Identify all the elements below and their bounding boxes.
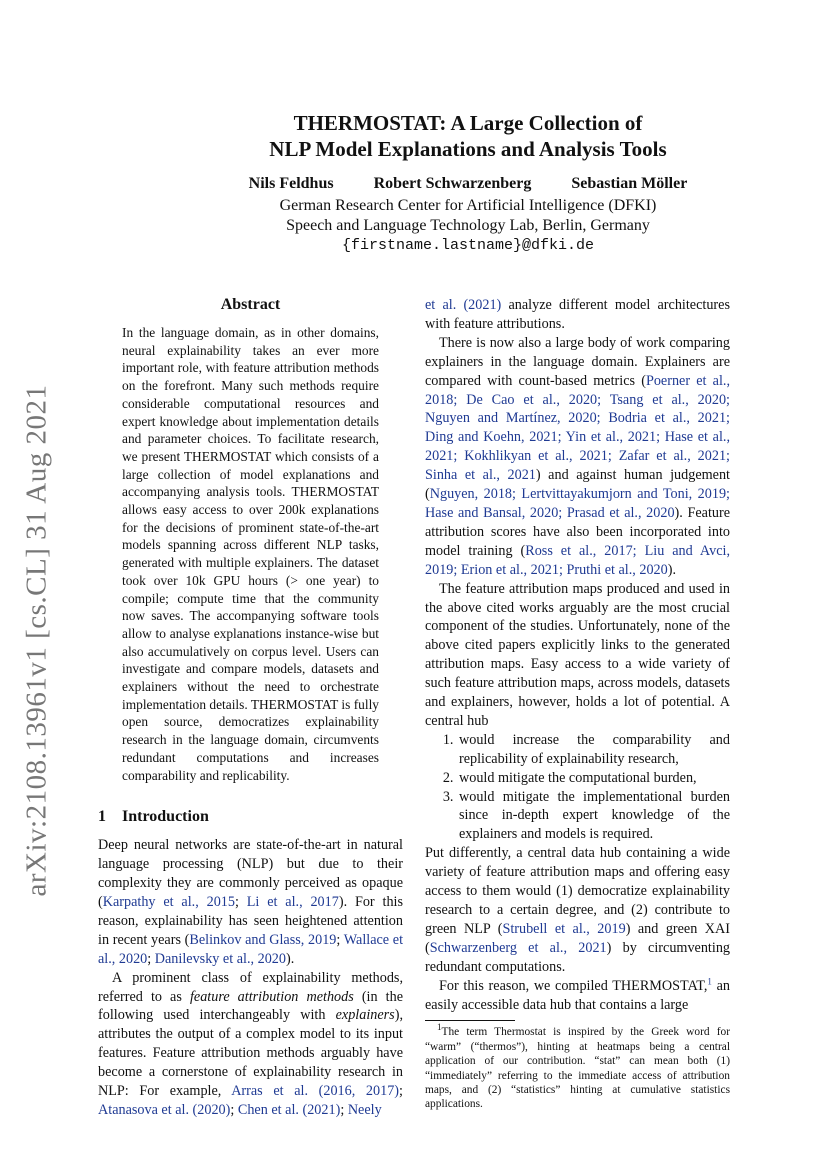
text-run: analyze different model architectures with feature attributions. [425, 297, 730, 332]
right-paragraph-0 [425, 296, 730, 334]
author-name: Sebastian Möller [571, 175, 688, 192]
text-run: ) by circumventing redundant computations. [425, 939, 731, 975]
citation-link[interactable]: Belinkov and Glass, 2019 [189, 931, 337, 948]
footnote [425, 1022, 730, 1111]
right-column [425, 296, 730, 1112]
citation-link[interactable]: Wallace et al., 2020 [98, 931, 404, 967]
section-title: Introduction [122, 808, 209, 826]
affiliation-lab: Speech and Language Technology Lab, Berlin, Germany [286, 217, 650, 234]
footnote-divider [425, 1020, 515, 1021]
citation-link[interactable]: Nguyen, 2018; Lertvittayakumjorn and Toni, 2019; Hase and Bansal, 2020; Prasad et al., 2020 [425, 486, 730, 521]
paper-title-line1: THERMOSTAT: A Large Collection of [293, 111, 643, 135]
citation-link[interactable]: Karpathy et al., 2015 [102, 894, 235, 910]
citation-link[interactable]: Strubell et al., 2019 [502, 920, 626, 937]
author-email: {firstname.lastname}@dfki.de [341, 237, 595, 254]
list-item: 1. would increase the comparability and replicability of explainability research, [457, 731, 730, 769]
paper-title-line2: NLP Model Explanations and Analysis Tools [269, 137, 667, 161]
intro-paragraph-2 [98, 969, 403, 1120]
arxiv-identifier [6, 360, 68, 920]
text-run: ), attributes the output of a complex model to its input features. Feature attribution methods arguably have become a cornerstone of explainability research in NLP: For example, [98, 1007, 403, 1100]
text-run: ; [340, 1101, 348, 1118]
right-paragraph-3 [425, 844, 730, 976]
citation-link[interactable]: Chen et al. (2021) [237, 1101, 341, 1118]
affiliation-org: German Research Center for Artificial Intelligence (DFKI) [279, 197, 657, 214]
emphasis-term: explainers [335, 1007, 395, 1024]
footnote-mark[interactable]: 1 [707, 975, 712, 986]
footnote-text: The term Thermostat is inspired by the Greek word for “warm” (“thermos”), hinting at heatmaps being a central application of our contribution. “stat” can mean both (1) “immediately” referring to the immediate access of attribution maps, and (2) “statistics” hinting at cumulative statistics applications. [425, 1026, 730, 1111]
citation-link[interactable]: Danilevsky et al., 2020 [154, 950, 286, 967]
citation-link[interactable]: Poerner et al., 2018; De Cao et al., 2020; Tsang et al., 2020; Nguyen and Martínez, 2020; Bodria et al., 2021; Ding and Koehn, 2021; Yin et al., 2021; Hase et al., 2021; Kokhlikyan et al., 2021; Zafar et al., 2021; Sinha et al., 2021 [425, 372, 730, 484]
intro-paragraph-1 [98, 836, 403, 968]
text-run: ). [285, 950, 295, 967]
abstract-title: Abstract [220, 296, 281, 313]
citation-link[interactable]: Ross et al., 2017; Liu and Avci, 2019; Erion et al., 2021; Pruthi et al., 2020 [425, 542, 730, 578]
arxiv-identifier-text: arXiv:2108.13961v1 [cs.CL] 31 Aug 2021 [20, 384, 53, 896]
citation-link[interactable]: Atanasova et al. (2020) [98, 1101, 231, 1118]
author-name: Nils Feldhus [248, 175, 334, 192]
text-run: ; [399, 1083, 403, 1100]
text-run: an easily accessible data hub that contains a large [425, 977, 730, 1013]
author-list [100, 175, 828, 193]
citation-link[interactable]: Schwarzenberg et al., 2021 [429, 939, 607, 956]
citation-link[interactable]: Li et al., 2017 [246, 894, 339, 910]
emphasis-term: feature attribution methods [189, 988, 354, 1005]
right-paragraph-4 [425, 977, 730, 1015]
section-heading-introduction [98, 808, 403, 826]
section-number: 1 [98, 808, 106, 826]
abstract-text: In the language domain, as in other domains, neural explainability takes an ever more important role, with feature attribution methods on the forefront. Many such methods require considerable computational resources and expert knowledge about implementation details and parameter choices. To facilitate research, we present THERMOSTAT which consists of a large collection of model explanations and accompanying analysis tools. THERMOSTAT allows easy access to over 200k explanations for the decisions of prominent state-of-the-art models spanning across different NLP tasks, generated with multiple explainers. The dataset took over 10k GPU hours (> one year) to compile; compute time that the community now saves. The accompanying software tools allow to analyse explanations instance-wise but also accumulatively on corpus level. Users can investigate and compare models, datasets and explainers without the need to orchestrate implementation details. THERMOSTAT is fully open source, democratizes explainability research in the language domain, circumvents redundant computations and increases comparability and replicability. [122, 325, 379, 783]
text-run: ; [234, 894, 247, 910]
text-run: THERMOSTAT, [612, 977, 708, 994]
footnote-number: 1 [437, 1022, 442, 1033]
text-run: A prominent class of explainability methods, referred to as [98, 969, 403, 1005]
left-column [98, 296, 403, 1120]
text-run: ). Feature attribution scores have also been incorporated into model training ( [425, 504, 730, 559]
list-item: 2. would mitigate the computational burden, [457, 769, 730, 788]
text-run: ). [667, 561, 677, 578]
text-run: ; [147, 950, 155, 967]
text-run: ) and green XAI ( [425, 920, 730, 956]
text-run: (in the following used interchangeably with [98, 988, 403, 1024]
text-run: ; [336, 931, 344, 948]
text-run: There is now also a large body of work comparing explainers in the language domain. Explainers are compared with count-based metrics ( [425, 334, 730, 389]
text-run: ) and against human judgement ( [425, 467, 730, 503]
hub-benefits-list [425, 731, 730, 844]
text-run: ; [230, 1101, 238, 1118]
citation-link[interactable]: Arras et al. (2016, 2017) [231, 1083, 400, 1100]
citation-link[interactable]: Neely [347, 1101, 382, 1118]
text-run: Deep neural networks are state-of-the-art in natural language processing (NLP) but due to their complexity they are commonly perceived as opaque ( [98, 837, 403, 910]
right-paragraph-1 [425, 334, 730, 580]
text-run: Put differently, a central data hub containing a wide variety of feature attribution maps and offering easy access to them would (1) democratize explainability research to a certain degree, and (2) contribute to green NLP ( [425, 845, 730, 937]
list-item: 3. would mitigate the implementational burden since in-depth expert knowledge of the explainers and models is required. [457, 788, 730, 845]
text-run: For this reason, we compiled [439, 977, 613, 994]
citation-link[interactable]: et al. (2021) [425, 297, 502, 313]
right-paragraph-2: The feature attribution maps produced and used in the above cited works arguably are the most crucial component of the studies. Unfortunately, none of the above cited papers explicitly links to the generated attribution maps. Easy access to a wide variety of such feature attribution maps, across models, datasets and explainers, however, holds a lot of potential. A central hub [425, 580, 730, 729]
text-run: ). For this reason, explainability has seen heightened attention in recent years ( [98, 894, 403, 948]
author-name: Robert Schwarzenberg [373, 175, 532, 192]
